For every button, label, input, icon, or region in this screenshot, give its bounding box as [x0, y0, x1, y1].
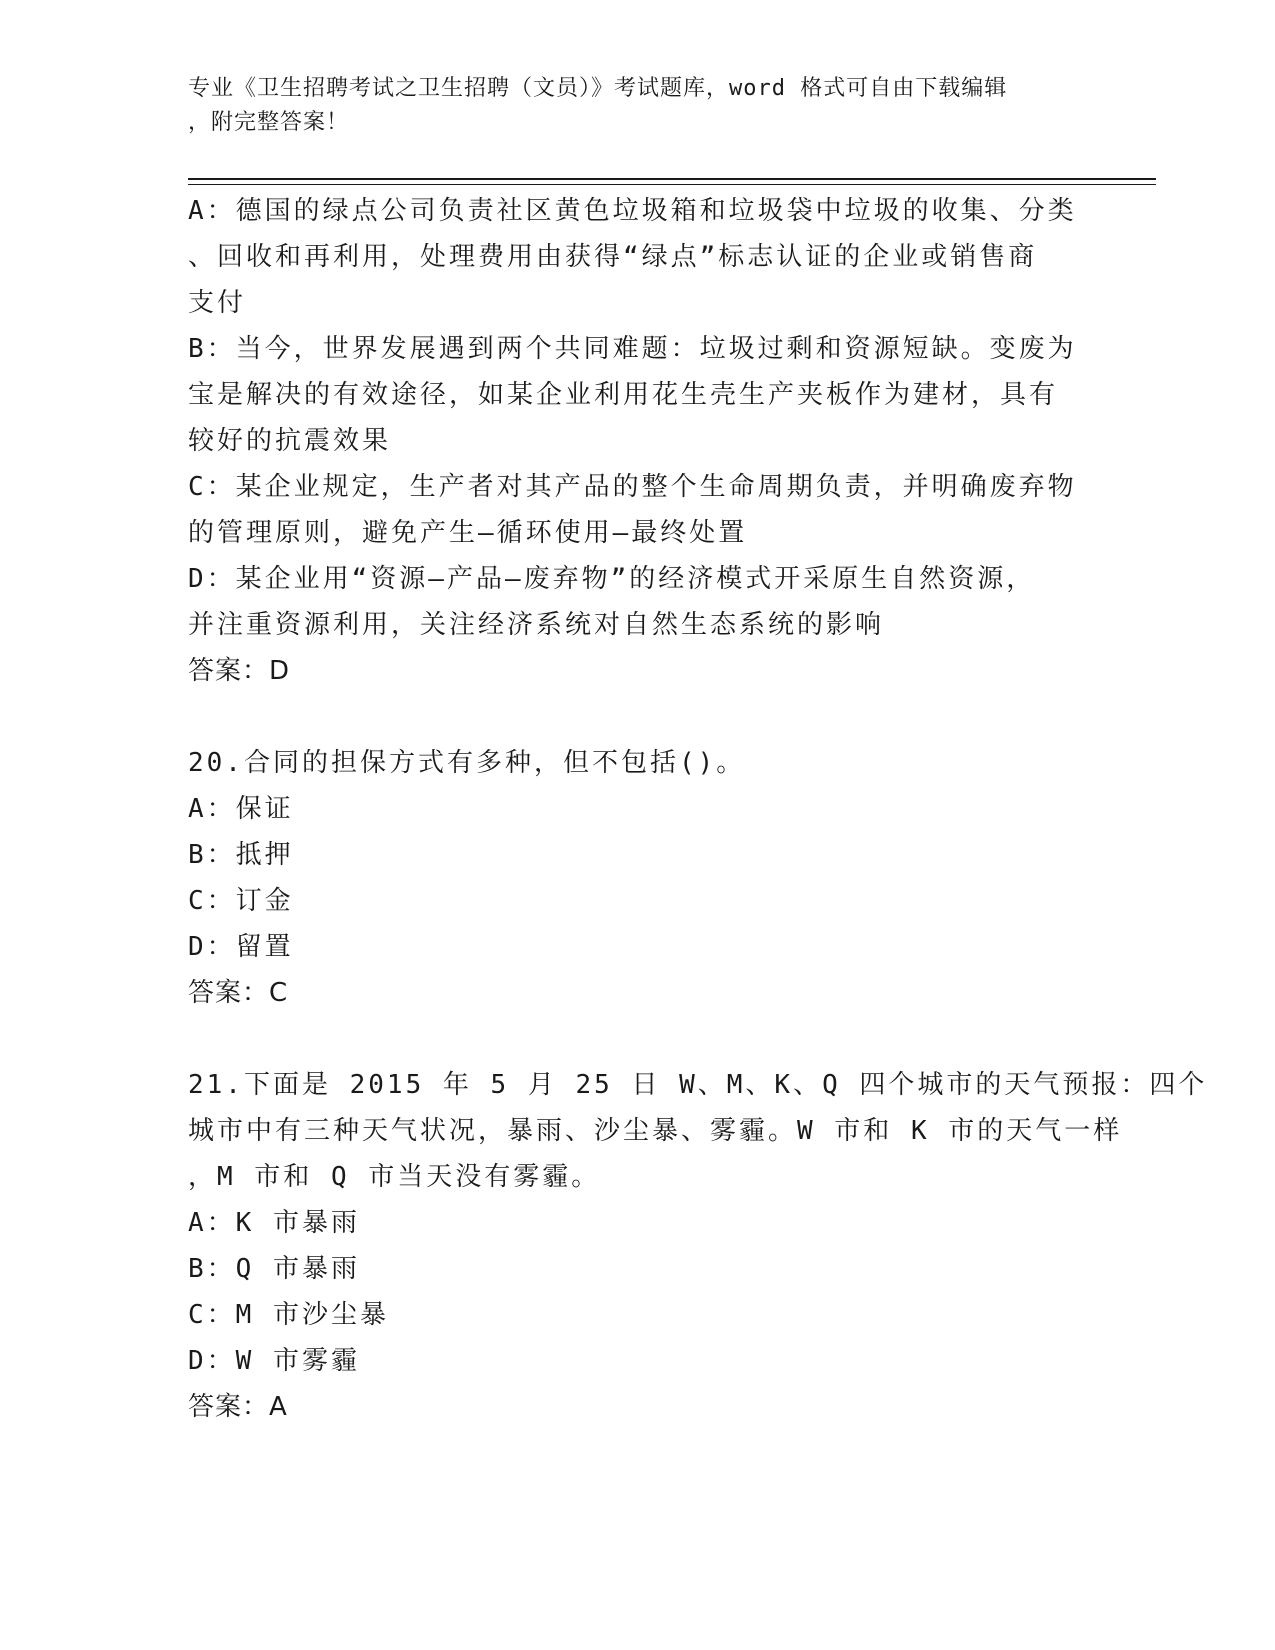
option-d-line: D：某企业用“资源—产品—废弃物”的经济模式开采原生自然资源，	[188, 564, 1036, 594]
option-a-line: A：德国的绿点公司负责社区黄色垃圾箱和垃圾袋中垃圾的收集、分类	[188, 196, 1077, 226]
spacer	[188, 1016, 1088, 1062]
option-d-line: 并注重资源利用，关注经济系统对自然生态系统的影响	[188, 610, 885, 640]
question-text-line: 21.下面是 2015 年 5 月 25 日 W、M、K、Q 四个城市的天气预报：四个	[188, 1070, 1208, 1100]
option-a: A：K 市暴雨	[188, 1208, 360, 1238]
question-text-line: ，M 市和 Q 市当天没有雾霾。	[188, 1162, 601, 1192]
option-a	[188, 188, 1088, 326]
header-rule-thick	[188, 178, 1156, 180]
option-c-line: 的管理原则，避免产生—循环使用—最终处置	[188, 518, 748, 548]
option-a-line: 支付	[188, 288, 247, 318]
question-text: 20.合同的担保方式有多种，但不包括()。	[188, 748, 746, 778]
option-c: C：订金	[188, 886, 294, 916]
option-d	[188, 556, 1088, 648]
header-line-1: 专业《卫生招聘考试之卫生招聘（文员）》考试题库，word 格式可自由下载编辑	[188, 76, 1008, 101]
question-20	[188, 740, 1088, 1016]
option-b: B：Q 市暴雨	[188, 1254, 360, 1284]
answer-20: 答案：C	[188, 978, 289, 1008]
option-a-line: 、回收和再利用，处理费用由获得“绿点”标志认证的企业或销售商	[188, 242, 1038, 272]
option-d: D：留置	[188, 932, 294, 962]
option-d: D：W 市雾霾	[188, 1346, 360, 1376]
option-c-line: C：某企业规定，生产者对其产品的整个生命周期负责，并明确废弃物	[188, 472, 1077, 502]
question-21	[188, 1062, 1208, 1430]
option-b-line: 较好的抗震效果	[188, 426, 392, 456]
answer-21: 答案：A	[188, 1392, 288, 1422]
document-header	[188, 72, 1088, 140]
spacer	[188, 694, 1088, 740]
option-b: B：抵押	[188, 840, 294, 870]
option-b	[188, 326, 1088, 464]
option-b-line: 宝是解决的有效途径，如某企业利用花生壳生产夹板作为建材，具有	[188, 380, 1059, 410]
option-a: A：保证	[188, 794, 294, 824]
option-c	[188, 464, 1088, 556]
header-line-2: ，附完整答案！	[188, 110, 350, 135]
option-c: C：M 市沙尘暴	[188, 1300, 389, 1330]
question-text-line: 城市中有三种天气状况，暴雨、沙尘暴、雾霾。W 市和 K 市的天气一样	[188, 1116, 1123, 1146]
header-rule-thin	[188, 184, 1156, 185]
answer-19: 答案：D	[188, 656, 291, 686]
option-b-line: B：当今，世界发展遇到两个共同难题：垃圾过剩和资源短缺。变废为	[188, 334, 1077, 364]
question-19	[188, 188, 1088, 694]
document-body	[188, 188, 1208, 1430]
